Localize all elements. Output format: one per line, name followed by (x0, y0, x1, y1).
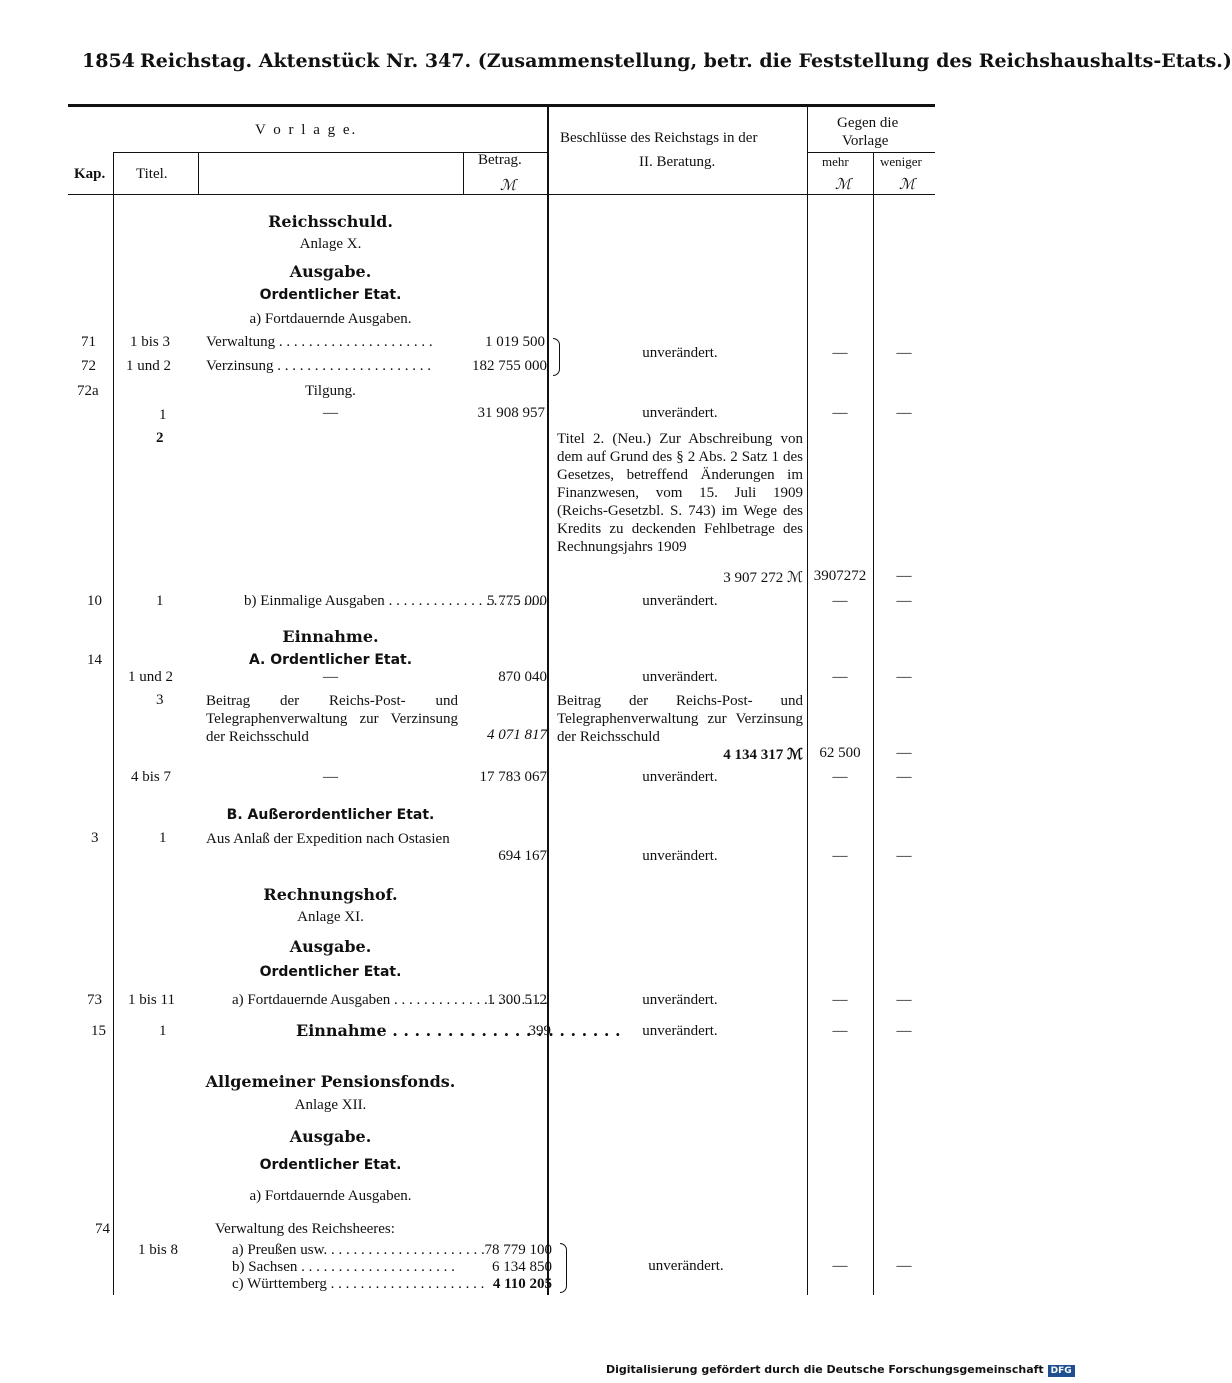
ausgabe-heading: Ausgabe. (289, 262, 372, 281)
col-header-titel: Titel. (136, 166, 168, 182)
titel-cell: 4 bis 7 (131, 769, 172, 785)
titel-cell: 1 bis 11 (128, 992, 175, 1008)
mehr-cell: 3907272 (813, 568, 867, 584)
running-title: Reichstag. Aktenstück Nr. 347. (Zusammenstellung, betr. die Feststellung des Reichshaushalts-Etats.) (140, 50, 1232, 72)
beschluss-betrag: 4 134 317 ℳ (723, 747, 803, 763)
kap-cell: 10 (87, 593, 102, 609)
col-header-mark: ℳ (500, 178, 517, 194)
kap-cell: 73 (87, 992, 102, 1008)
beschluss-cell: unverändert. (648, 1258, 724, 1274)
item-label: Verwaltung des Reichsheeres: (215, 1221, 395, 1237)
mehr-cell: — (832, 669, 848, 685)
titel-cell: 1 bis 8 (138, 1242, 179, 1258)
item-label: Aus Anlaß der Expedition nach Ostasien (206, 831, 450, 847)
titel-cell: 3 (156, 692, 164, 708)
einnahme-heading: Einnahme. (282, 627, 379, 646)
beschluss-text: Beitrag der Reichs-Post- und Telegraphenverwaltung zur Verzinsung der Reichsschuld (557, 693, 803, 745)
col-header-betrag: Betrag. (478, 152, 522, 168)
beschluss-cell: unverändert. (642, 669, 718, 685)
col-divider (463, 152, 464, 195)
beschluss-cell: unverändert. (642, 345, 718, 361)
anlage-label: Anlage XI. (297, 909, 364, 925)
mehr-cell: — (832, 593, 848, 609)
weniger-cell: — (896, 992, 912, 1008)
col-divider (113, 152, 114, 1295)
col-header-weniger: weniger (880, 154, 922, 169)
dfg-logo: DFG (1048, 1365, 1075, 1377)
ausgabe-heading: Ausgabe. (289, 937, 372, 956)
titel-cell: 1 und 2 (128, 669, 173, 685)
mehr-cell: 62 500 (819, 745, 861, 761)
betrag-cell: 78 779 100 (484, 1242, 552, 1258)
beschluss-cell: unverändert. (642, 992, 718, 1008)
beschluss-cell: unverändert. (642, 405, 718, 421)
titel-cell: 2 (156, 430, 164, 446)
weniger-cell: — (896, 769, 912, 785)
beschluss-cell: unverändert. (642, 848, 718, 864)
col-header-weniger-unit: ℳ (899, 177, 916, 193)
top-rule (68, 104, 935, 107)
weniger-cell: — (896, 669, 912, 685)
col-header-kap: Kap. (74, 166, 106, 182)
gegen-rule (807, 152, 935, 153)
etat-heading: Ordentlicher Etat. (259, 287, 402, 303)
weniger-cell: — (896, 848, 912, 864)
item-label: Verzinsung . . . (206, 358, 456, 375)
titel-cell: 1 (159, 407, 167, 423)
ausgabe-heading: Ausgabe. (289, 1127, 372, 1146)
col-header-mehr: mehr (822, 154, 849, 169)
section-title: Rechnungshof. (263, 885, 398, 904)
item-label: b) Einmalige Ausgaben . . . (244, 593, 456, 610)
einnahme-label: Einnahme . . . (296, 1021, 458, 1040)
betrag-cell: 5 775 000 (487, 593, 547, 609)
betrag-cell: 4 071 817 (487, 727, 547, 743)
mehr-cell: — (832, 1258, 848, 1274)
weniger-cell: — (896, 745, 912, 761)
betrag-cell: 6 134 850 (492, 1259, 552, 1275)
weniger-cell: — (896, 345, 912, 361)
mehr-cell: — (832, 345, 848, 361)
section-title: Allgemeiner Pensionsfonds. (205, 1072, 456, 1091)
weniger-cell: — (896, 1258, 912, 1274)
anlage-label: Anlage XII. (294, 1097, 367, 1113)
item-label: Beitrag der Reichs-Post- und Telegraphenverwaltung zur Verzinsung der Reichsschuld (206, 693, 458, 745)
brace (553, 338, 560, 376)
col-divider (873, 152, 874, 1295)
beschluss-betrag: 3 907 272 ℳ (723, 570, 803, 586)
kap-cell: 71 (81, 334, 96, 350)
item-label: — (323, 769, 338, 785)
page-number: 1854 (82, 50, 135, 72)
etat-heading: Ordentlicher Etat. (259, 964, 402, 980)
betrag-cell: 870 040 (498, 669, 547, 685)
kap-cell: 14 (87, 652, 102, 668)
beschluss-cell: unverändert. (642, 1023, 718, 1039)
subheading: a) Fortdauernde Ausgaben. (249, 311, 412, 327)
betrag-cell: 399 (528, 1023, 551, 1039)
subheading: a) Fortdauernde Ausgaben. (249, 1188, 412, 1204)
beschluss-text: Titel 2. (Neu.) Zur Abschreibung von dem auf Grund des § 2 Abs. 2 Satz 1 des Gesetzes, betreffend Änderungen im Finanzwesen, vom 15. Juli 1909 (Reichs-Gesetzbl. S. 743) im Wege des Kredits zu deckenden Fehlbetrage des Rechnungsjahrs 1909 (557, 431, 803, 555)
kap-cell: 72 (81, 358, 96, 374)
col-header-beratung: II. Beratung. (639, 154, 716, 170)
item-label: a) Fortdauernde Ausgaben . . . (232, 992, 456, 1009)
titel-cell: 1 bis 3 (130, 334, 171, 350)
titel-cell: 1 (159, 1023, 167, 1039)
betrag-cell: 1 300 512 (487, 992, 547, 1008)
betrag-cell: 694 167 (498, 848, 547, 864)
brace (560, 1243, 567, 1293)
footer-credit (606, 1363, 1075, 1377)
betrag-cell: 4 110 205 (492, 1276, 552, 1292)
weniger-cell: — (896, 405, 912, 421)
item-label: Verwaltung . . . (206, 334, 456, 351)
col-header-gegen: Gegen die (837, 115, 899, 131)
mehr-cell: — (832, 769, 848, 785)
beschluss-cell: unverändert. (642, 593, 718, 609)
section-title: Reichsschuld. (268, 212, 393, 231)
mehr-cell: — (832, 992, 848, 1008)
kap-cell: 15 (91, 1023, 106, 1039)
list-item: a) Preußen usw. . . . (232, 1242, 456, 1259)
mehr-cell: — (832, 405, 848, 421)
betrag-cell: 17 783 067 (479, 769, 547, 785)
mehr-cell: — (832, 1023, 848, 1039)
titel-cell: 1 und 2 (126, 358, 171, 374)
betrag-cell: 182 755 000 (472, 358, 547, 374)
col-header-vorlage2: Vorlage (842, 133, 889, 149)
col-header-vorlage: V o r l a g e. (255, 122, 358, 138)
weniger-cell: — (896, 568, 912, 584)
mehr-cell: — (832, 848, 848, 864)
col-divider (547, 107, 549, 1295)
list-item: c) Württemberg . . . (232, 1276, 456, 1293)
etat-heading: A. Ordentlicher Etat. (248, 652, 413, 668)
list-item: b) Sachsen . . . (232, 1259, 456, 1276)
titel-cell: 1 (156, 593, 164, 609)
weniger-cell: — (896, 1023, 912, 1039)
col-divider (807, 107, 808, 1295)
weniger-cell: — (896, 593, 912, 609)
anlage-label: Anlage X. (299, 236, 362, 252)
etat-heading: Ordentlicher Etat. (259, 1157, 402, 1173)
betrag-cell: 31 908 957 (477, 405, 545, 421)
col-header-mehr-unit: ℳ (835, 177, 852, 193)
kap-cell: 72a (77, 383, 99, 399)
betrag-cell: 1 019 500 (485, 334, 545, 350)
col-header-beschluesse: Beschlüsse des Reichstags in der (560, 130, 758, 146)
item-label: — (323, 669, 338, 685)
beschluss-cell: unverändert. (642, 769, 718, 785)
item-label: — (323, 405, 338, 421)
subheading: Tilgung. (305, 383, 356, 399)
etat-heading: B. Außerordentlicher Etat. (226, 807, 435, 823)
kap-cell: 3 (91, 830, 99, 846)
kap-cell: 74 (95, 1221, 110, 1237)
col-divider (198, 152, 199, 195)
footer-text: Digitalisierung gefördert durch die Deutsche Forschungsgemeinschaft (606, 1363, 1044, 1376)
titel-cell: 1 (159, 830, 167, 846)
